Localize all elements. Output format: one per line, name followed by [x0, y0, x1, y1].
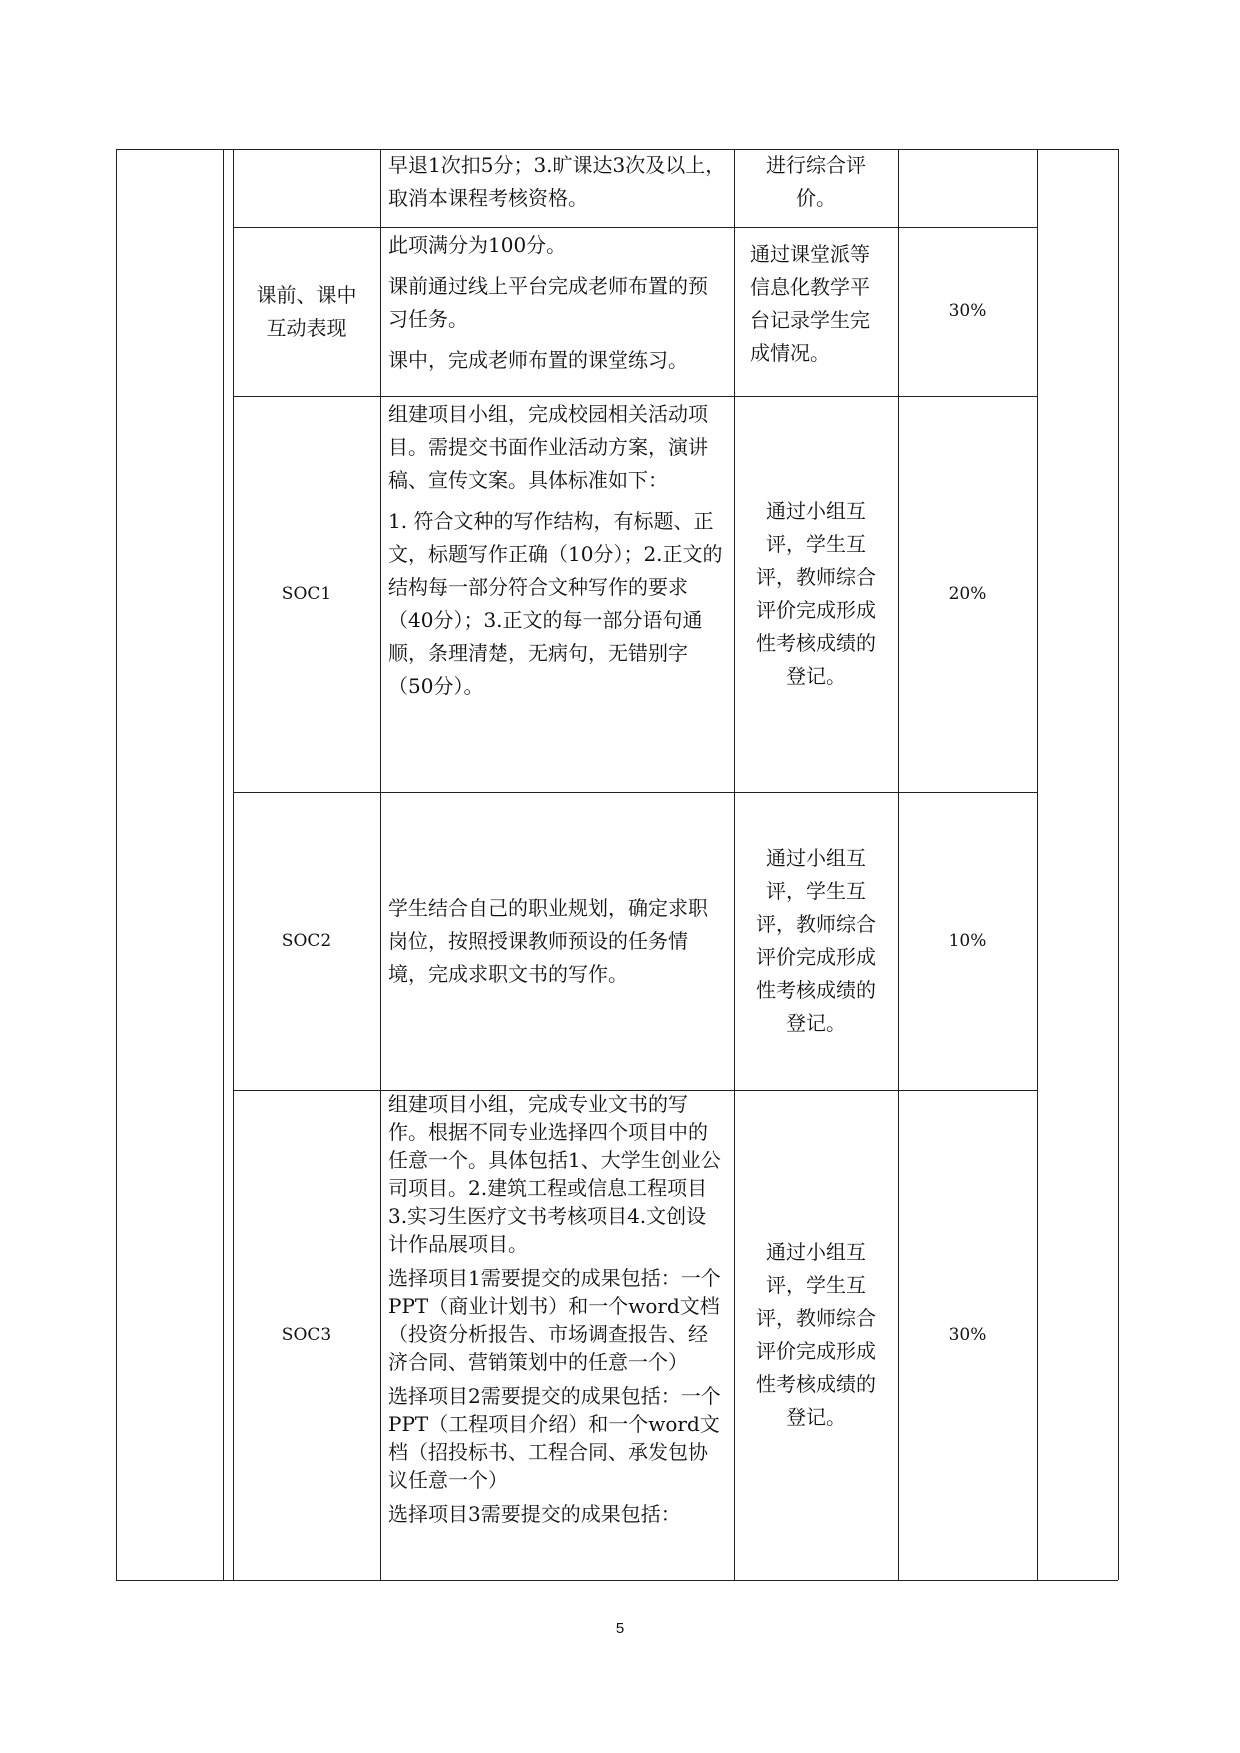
row1-content-p0: 此项满分为100分。	[388, 233, 567, 257]
row2-content-p0: 组建项目小组，完成校园相关活动项目。需提交书面作业活动方案，演讲稿、宣传文案。具体标准如下：	[388, 402, 708, 492]
row2-content-cell	[388, 398, 726, 790]
row3-weight: 10%	[948, 930, 987, 951]
row3-content-p0: 学生结合自己的职业规划，确定求职岗位，按照授课教师预设的任务情境，完成求职文书的写作。	[388, 895, 708, 986]
column-divider	[1037, 149, 1038, 1580]
row1-weight: 30%	[948, 301, 987, 321]
row4-content-p3: 选择项目3需要提交的成果包括：	[388, 1502, 681, 1526]
row3-weight-cell	[898, 792, 1037, 1090]
row4-item-cell	[233, 1090, 380, 1580]
row3-content-cell	[388, 792, 726, 1090]
row1-weight-cell	[898, 227, 1037, 396]
table-border-bottom	[116, 1580, 1118, 1581]
row2-item: SOC1	[281, 583, 332, 604]
row1-content-p2: 课中，完成老师布置的课堂练习。	[388, 348, 688, 372]
page-number: 5	[615, 1620, 625, 1637]
row3-item: SOC2	[281, 930, 332, 951]
row0-weight-cell	[898, 149, 1037, 227]
column-divider	[223, 149, 224, 1580]
row0-content-p0: 早退1次扣5分；3.旷课达3次及以上，取消本课程考核资格。	[388, 153, 726, 210]
row0-item-cell	[233, 149, 380, 227]
row2-method-cell	[748, 396, 884, 792]
row4-weight: 30%	[948, 1324, 987, 1345]
row4-method: 通过小组互评，学生互评，教师综合评价完成形成性考核成绩的登记。	[756, 1240, 876, 1429]
row4-content-p2: 选择项目2需要提交的成果包括：一个PPT（工程项目介绍）和一个word文档（招投标书、工程合同、承发包协议任意一个）	[388, 1384, 721, 1492]
column-divider	[380, 149, 381, 1580]
row0-method-cell	[752, 149, 880, 227]
row2-item-cell	[233, 396, 380, 792]
row0-method: 进行综合评价。	[766, 153, 866, 210]
row2-weight: 20%	[948, 583, 987, 604]
row2-content-p1: 1. 符合文种的写作结构，有标题、正文，标题写作正确（10分）；2.正文的结构每一部分符合文种写作的要求（40分）；3.正文的每一部分语句通顺，条理清楚，无病句，无错别字（50分）。	[388, 509, 723, 698]
row4-item: SOC3	[281, 1324, 332, 1345]
row4-method-cell	[748, 1090, 884, 1580]
table-border-right	[1118, 149, 1119, 1580]
column-divider	[734, 149, 735, 1580]
row1-method-cell	[750, 238, 884, 388]
row1-item: 课前、课中互动表现	[256, 282, 357, 340]
row4-content-p1: 选择项目1需要提交的成果包括：一个PPT（商业计划书）和一个word文档（投资分析报告、市场调查报告、经济合同、营销策划中的任意一个）	[388, 1266, 721, 1374]
row3-method-cell	[748, 792, 884, 1090]
row2-weight-cell	[898, 396, 1037, 792]
row4-content-p0: 组建项目小组，完成专业文书的写作。根据不同专业选择四个项目中的任意一个。具体包括1、大学生创业公司项目。2.建筑工程或信息工程项目3.实习生医疗文书考核项目4.文创设计作品展项目。	[388, 1092, 721, 1256]
row4-weight-cell	[898, 1090, 1037, 1580]
row1-content-cell	[388, 229, 726, 396]
row1-content-p1: 课前通过线上平台完成老师布置的预习任务。	[388, 274, 708, 331]
row3-method: 通过小组互评，学生互评，教师综合评价完成形成性考核成绩的登记。	[756, 846, 876, 1035]
row4-content-cell	[388, 1090, 726, 1580]
row1-item-cell	[248, 227, 365, 396]
table-border-left	[116, 149, 117, 1580]
row3-item-cell	[233, 792, 380, 1090]
row0-content-cell	[388, 149, 726, 227]
row2-method: 通过小组互评，学生互评，教师综合评价完成形成性考核成绩的登记。	[756, 499, 876, 688]
row1-method: 通过课堂派等信息化教学平台记录学生完成情况。	[750, 242, 870, 365]
